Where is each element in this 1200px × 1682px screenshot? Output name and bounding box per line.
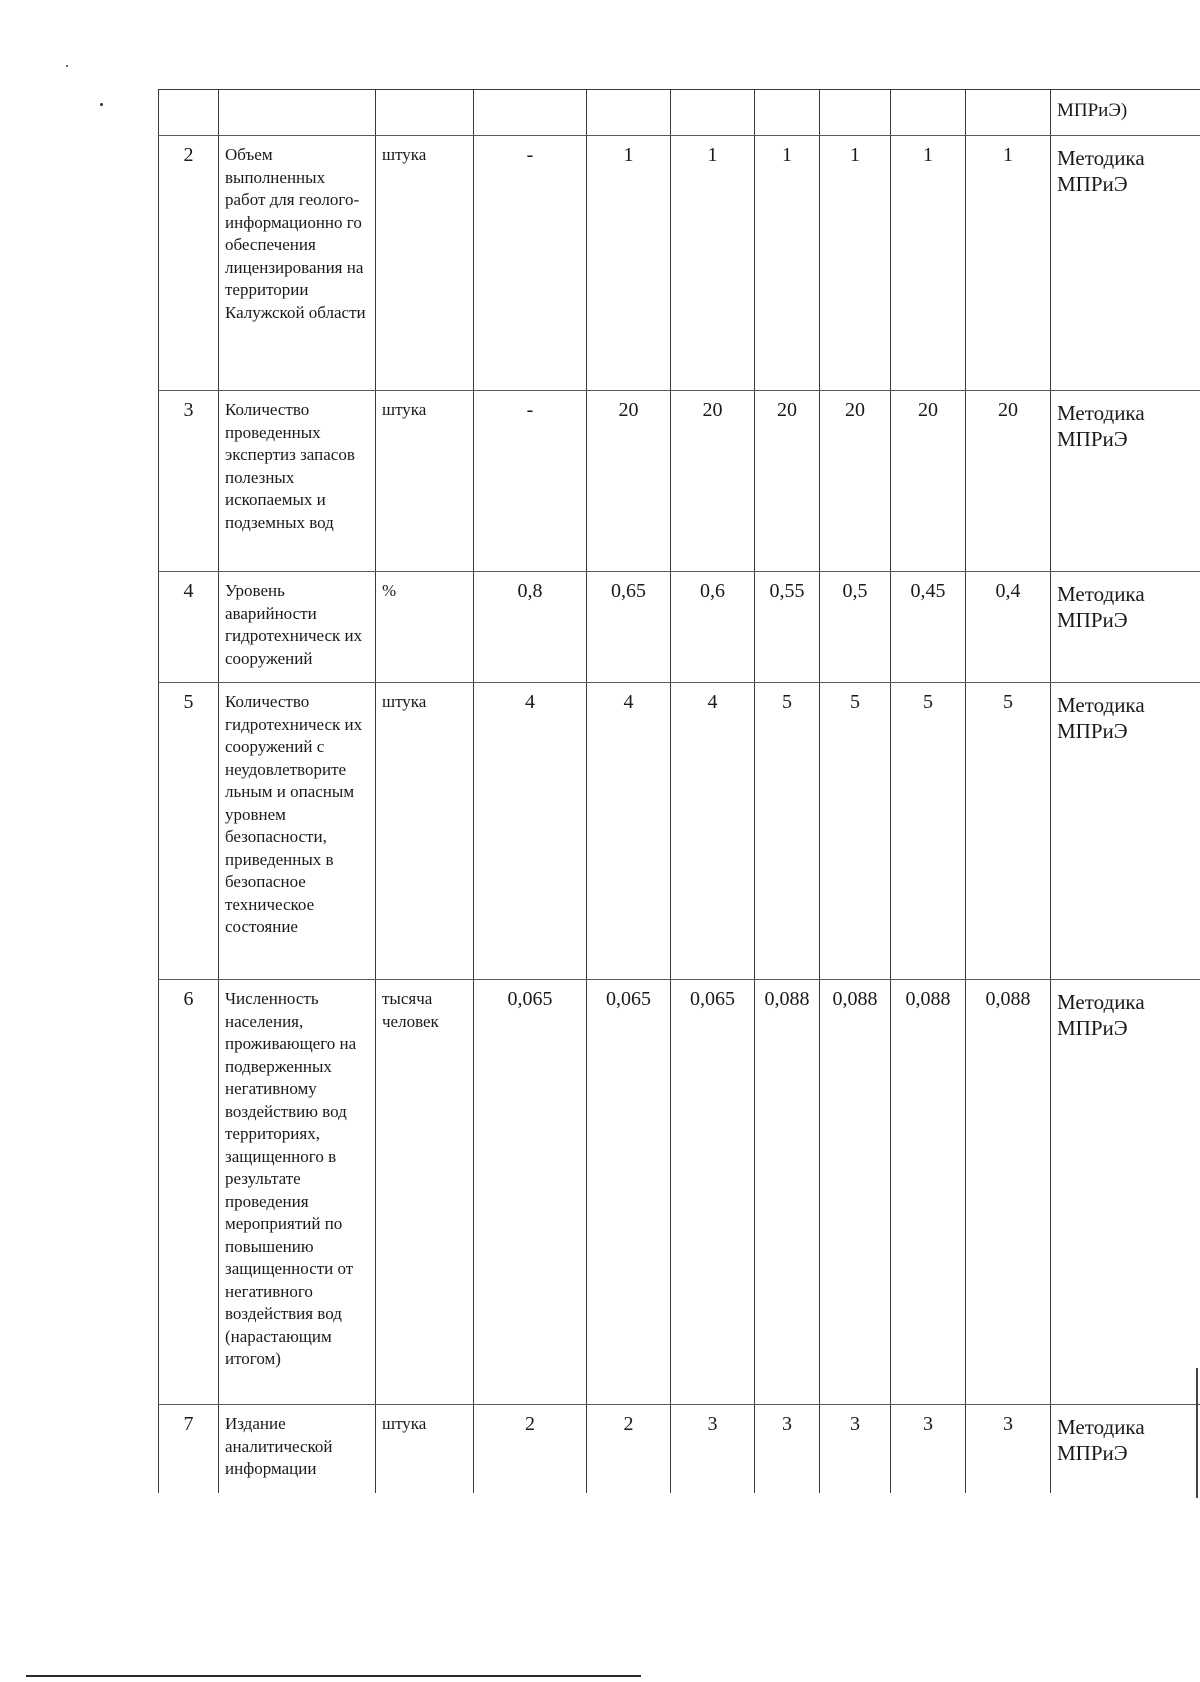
cell-value: - [474, 136, 587, 391]
cell-value: 4 [587, 683, 671, 980]
cell-value: 0,088 [820, 980, 891, 1405]
table-row [159, 980, 1200, 1405]
cell-name [219, 90, 376, 136]
table-row [159, 683, 1200, 980]
cell-value: 20 [891, 391, 966, 572]
cell-value: 5 [966, 683, 1051, 980]
cell-value: 4 [474, 683, 587, 980]
cell-value: 1 [891, 136, 966, 391]
cell-name: Численность населения, проживающего на подверженных негативному воздействию вод территориях, защищенного в результате проведения мероприятий по повышению защищенности от негативного воздействия вод (нарастающим итогом) [219, 980, 376, 1405]
cell-method: Методика МПРиЭ [1051, 391, 1200, 572]
cell-value: 3 [671, 1405, 755, 1493]
cell-value [671, 90, 755, 136]
cell-value: 0,088 [966, 980, 1051, 1405]
cell-value: 0,6 [671, 572, 755, 683]
cell-value: 1 [671, 136, 755, 391]
table-row [159, 572, 1200, 683]
cell-num: 5 [159, 683, 219, 980]
scan-speck [100, 103, 103, 106]
cell-num: 3 [159, 391, 219, 572]
cell-value: 0,088 [755, 980, 820, 1405]
cell-method: Методика МПРиЭ [1051, 980, 1200, 1405]
table-row [159, 391, 1200, 572]
cell-value: 3 [966, 1405, 1051, 1493]
cell-value: 0,65 [587, 572, 671, 683]
table-row [159, 1405, 1200, 1493]
cell-unit: % [376, 572, 474, 683]
cell-value: 0,45 [891, 572, 966, 683]
cell-num: 2 [159, 136, 219, 391]
cell-num: 6 [159, 980, 219, 1405]
cell-unit: тысяча человек [376, 980, 474, 1405]
cell-name: Объем выполненных работ для геолого-информационно го обеспечения лицензирования на территории Калужской области [219, 136, 376, 391]
cell-value: 5 [820, 683, 891, 980]
cell-unit: штука [376, 1405, 474, 1493]
cell-value [891, 90, 966, 136]
cell-value [820, 90, 891, 136]
cell-value: 0,5 [820, 572, 891, 683]
cell-name: Количество гидротехническ их сооружений с неудовлетворите льным и опасным уровнем безопасности, приведенных в безопасное техническое состояние [219, 683, 376, 980]
cell-name: Уровень аварийности гидротехническ их сооружений [219, 572, 376, 683]
cell-value: 0,4 [966, 572, 1051, 683]
cell-value [966, 90, 1051, 136]
table-row [159, 136, 1200, 391]
table-row-continuation [159, 90, 1200, 136]
cell-method: Методика МПРиЭ [1051, 1405, 1200, 1493]
scan-speck [66, 65, 68, 67]
cell-unit [376, 90, 474, 136]
cell-value: 3 [755, 1405, 820, 1493]
cell-num: 7 [159, 1405, 219, 1493]
cell-name: Количество проведенных экспертиз запасов полезных ископаемых и подземных вод [219, 391, 376, 572]
indicators-table [158, 89, 1200, 1493]
cell-value: 0,55 [755, 572, 820, 683]
cell-value: 20 [966, 391, 1051, 572]
cell-value [755, 90, 820, 136]
cell-value: 1 [755, 136, 820, 391]
cell-num: 4 [159, 572, 219, 683]
cell-unit: штука [376, 391, 474, 572]
cell-value: 2 [587, 1405, 671, 1493]
cell-num [159, 90, 219, 136]
cell-value: 1 [587, 136, 671, 391]
scan-edge-mark [1196, 1368, 1198, 1498]
cell-value: 20 [671, 391, 755, 572]
cell-unit: штука [376, 683, 474, 980]
cell-value: 1 [820, 136, 891, 391]
cell-method: Методика МПРиЭ [1051, 136, 1200, 391]
cell-method: МПРиЭ) [1051, 90, 1200, 136]
cell-value: 2 [474, 1405, 587, 1493]
cell-unit: штука [376, 136, 474, 391]
cell-value: 20 [587, 391, 671, 572]
cell-value: 0,065 [587, 980, 671, 1405]
cell-value: 0,065 [474, 980, 587, 1405]
cell-value: 4 [671, 683, 755, 980]
cell-name: Издание аналитической информации [219, 1405, 376, 1493]
cell-method: Методика МПРиЭ [1051, 572, 1200, 683]
cell-value: 5 [755, 683, 820, 980]
cell-value: 3 [820, 1405, 891, 1493]
cell-value: 20 [755, 391, 820, 572]
cell-value: 1 [966, 136, 1051, 391]
cell-method: Методика МПРиЭ [1051, 683, 1200, 980]
cell-value: - [474, 391, 587, 572]
cell-value [587, 90, 671, 136]
cell-value: 3 [891, 1405, 966, 1493]
cell-value: 0,088 [891, 980, 966, 1405]
cell-value: 0,8 [474, 572, 587, 683]
cell-value: 0,065 [671, 980, 755, 1405]
footnote-rule [26, 1675, 641, 1677]
cell-value [474, 90, 587, 136]
cell-value: 5 [891, 683, 966, 980]
cell-value: 20 [820, 391, 891, 572]
